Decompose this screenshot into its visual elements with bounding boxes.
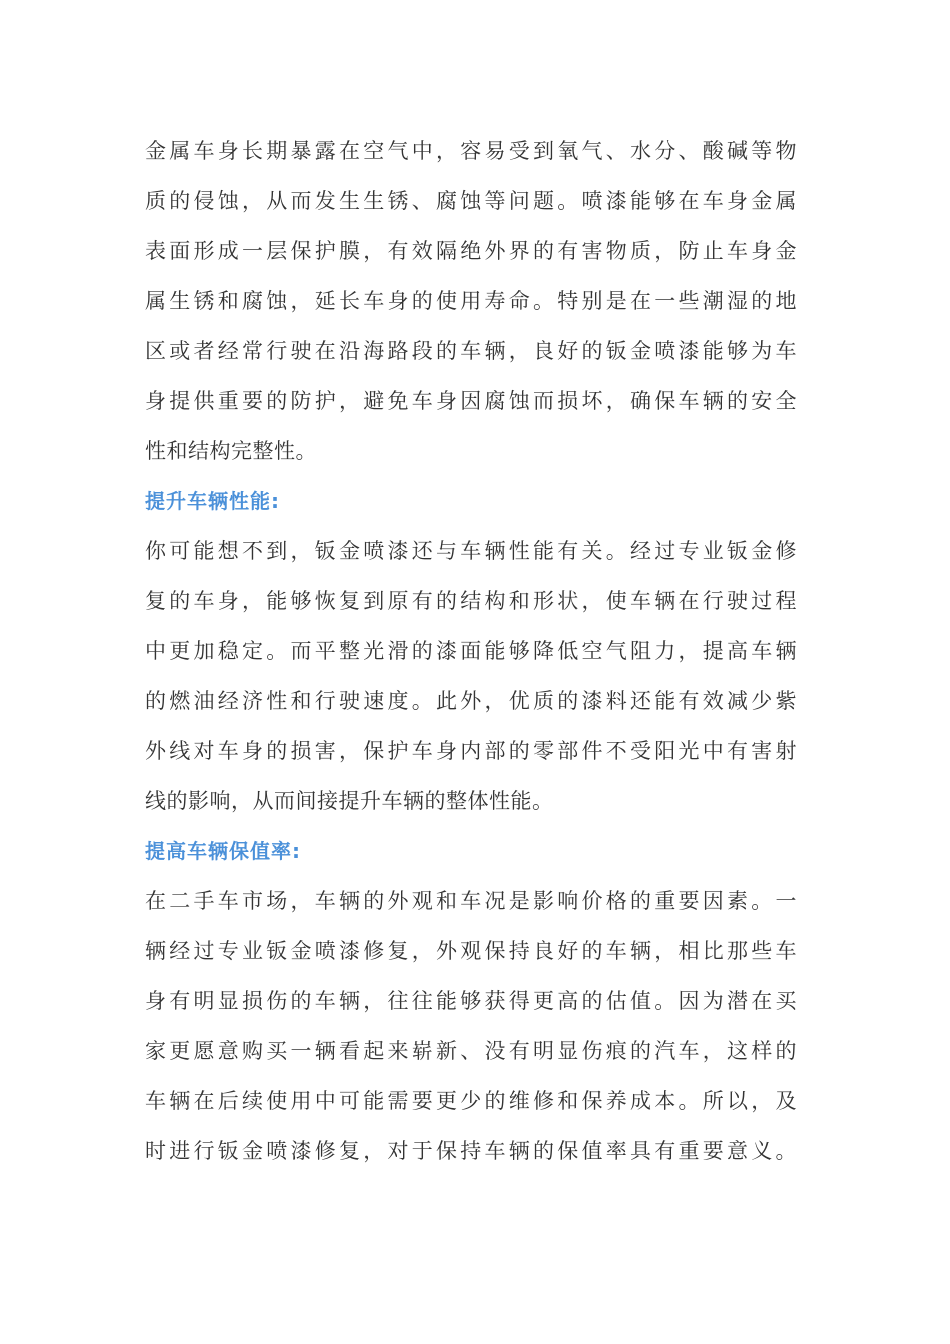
body-line: 质的侵蚀，从而发生生锈、腐蚀等问题。喷漆能够在车身金属: [145, 189, 797, 213]
body-line: 性和结构完整性。: [145, 439, 317, 463]
body-line: 辆经过专业钣金喷漆修复，外观保持良好的车辆，相比那些车: [145, 939, 797, 963]
body-line: 区或者经常行驶在沿海路段的车辆，良好的钣金喷漆能够为车: [145, 339, 797, 363]
body-line: 在二手车市场，车辆的外观和车况是影响价格的重要因素。一: [145, 889, 797, 913]
body-line: 外线对车身的损害，保护车身内部的零部件不受阳光中有害射: [145, 739, 797, 763]
body-line: 身有明显损伤的车辆，往往能够获得更高的估值。因为潜在买: [145, 989, 797, 1013]
body-line: 线的影响，从而间接提升车辆的整体性能。: [145, 789, 554, 813]
body-line: 复的车身，能够恢复到原有的结构和形状，使车辆在行驶过程: [145, 589, 797, 613]
section-heading-resale-value: 提高车辆保值率:: [145, 839, 301, 863]
body-line: 你可能想不到，钣金喷漆还与车辆性能有关。经过专业钣金修: [145, 539, 797, 563]
body-line: 时进行钣金喷漆修复，对于保持车辆的保值率具有重要意义。: [145, 1139, 797, 1163]
body-line: 家更愿意购买一辆看起来崭新、没有明显伤痕的汽车，这样的: [145, 1039, 797, 1063]
body-line: 表面形成一层保护膜，有效隔绝外界的有害物质，防止车身金: [145, 239, 797, 263]
section-heading-performance: 提升车辆性能:: [145, 489, 280, 513]
body-line: 身提供重要的防护，避免车身因腐蚀而损坏，确保车辆的安全: [145, 389, 797, 413]
body-line: 的燃油经济性和行驶速度。此外，优质的漆料还能有效减少紫: [145, 689, 797, 713]
body-line: 金属车身长期暴露在空气中，容易受到氧气、水分、酸碱等物: [145, 139, 797, 163]
body-line: 中更加稳定。而平整光滑的漆面能够降低空气阻力，提高车辆: [145, 639, 797, 663]
body-line: 属生锈和腐蚀，延长车身的使用寿命。特别是在一些潮湿的地: [145, 289, 797, 313]
document-body: [145, 126, 797, 1176]
body-line: 车辆在后续使用中可能需要更少的维修和保养成本。所以，及: [145, 1089, 797, 1113]
